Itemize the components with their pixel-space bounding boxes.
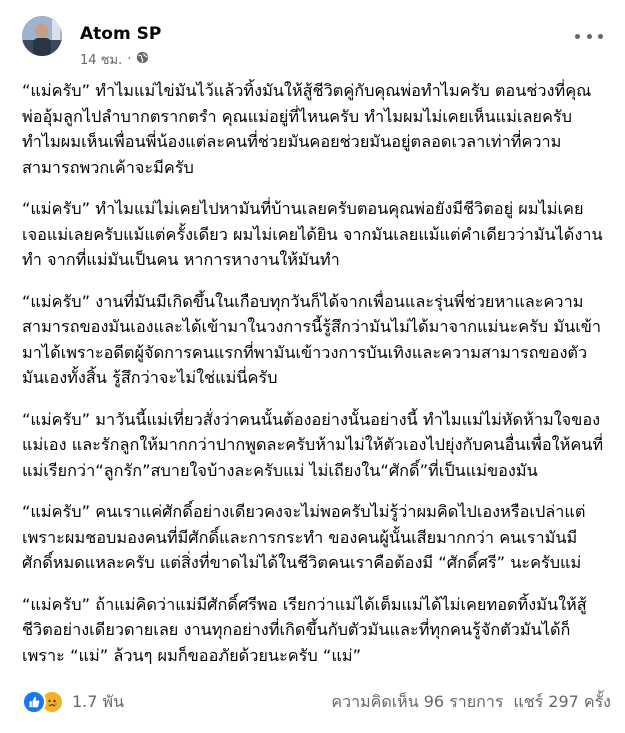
- paragraph: “แม่ครับ” ทำไมแม่ไข่มันไว้แล้วทิ้งมันให้สู้ชีวิตคู่กับคุณพ่อทำไมครับ ตอนช่วงที่คุณพ่ออุ้มลูกไปลำบากตรากตรำ คุณแม่อยู่ที่ไหนครับ ทำไมผมไม่เคยเห็นแม่เลยครับ ทำไมผมเห็นเพื่อนพี่น้องแต่ละคนที่ช่วยมันคอยช่วยมันอยู่ตลอดเวลาเท่าที่ความสามารถพวกเค้าจะมีครับ: [22, 81, 592, 177]
- avatar[interactable]: [22, 16, 62, 56]
- more-dot: [587, 34, 592, 39]
- globe-icon[interactable]: [136, 51, 149, 68]
- more-dot: [598, 34, 603, 39]
- reaction-count: 1.7 พัน: [72, 691, 125, 711]
- paragraph: “แม่ครับ” คนเราแค่ศักดิ์อย่างเดียวคงจะไม่พอครับไม่รู้ว่าผมคิดไปเองหรือเปล่าแต่เพราะผมชอบมองคนที่มีศักดิ์และการกระทำ ของคนผู้นั้นเสียมากกว่า คนเรามันมีศักดิ์หมดแหละครับ แต่สิ่งที่ขาดไม่ได้ในชีวิตคนเราคือต้องมี “ศักดิ์ศรี” นะครับแม่: [22, 502, 586, 572]
- paragraph: “แม่ครับ” ทำไมแม่ไม่เคยไปหามันที่บ้านเลยครับตอนคุณพ่อยังมีชีวิตอยู่ ผมไม่เคยเจอแม่เลยครับแม้แต่ครั้งเดียว ผมไม่เคยได้ยิน จากมันเลยแม้แต่คำเดียวว่ามันได้งานทำ จากที่แม่มันเป็นคน หาการหางานให้มันทำ: [22, 199, 603, 269]
- post-header: [22, 14, 609, 68]
- separator-dot: ·: [127, 52, 132, 67]
- engagement-stats: [331, 690, 611, 715]
- post-text: [22, 78, 607, 684]
- like-icon: [22, 690, 46, 714]
- author-name[interactable]: Atom SP: [80, 24, 162, 44]
- more-options-icon[interactable]: [575, 28, 603, 44]
- post-time[interactable]: 14 ชม.: [80, 53, 123, 68]
- post-footer: [22, 685, 611, 719]
- paragraph: “แม่ครับ” มาวันนี้แม่เที่ยวสั่งว่าคนนั้นต้องอย่างนั้นอย่างนี้ ทำไมแม่ไม่หัดห้ามใจของแม่เอง และรักลูกให้มากกว่าปากพูดละครับห้ามไม่ให้ตัวเองไปยุ่งกับคนอื่นเพื่อให้คนที่แม่เรียกว่า“ลูกรัก”สบายใจบ้างละครับแม่ ไม่เถียงใน“ศักดิ์”ที่เป็นแม่ของมัน: [22, 409, 604, 480]
- more-dot: [575, 34, 580, 39]
- shares-count[interactable]: แชร์ 297 ครั้ง: [513, 691, 611, 711]
- paragraph: “แม่ครับ” งานที่มันมีเกิดขึ้นในเกือบทุกวันก็ได้จากเพื่อนและรุ่นพี่ช่วยหาและความสามารถของมันเองและได้เข้ามาในวงการนี้รู้สึกว่ามันไม่ได้มาจากแม่นะครับ มันเข้ามาได้เพราะอดีตผู้จัดการคนแรกที่พามันเข้าวงการบันเทิงและความสามารถของตัวมันเองทั้งสิ้น รู้สึกว่าจะไม่ใช่แม่นี่ครับ: [22, 291, 602, 387]
- paragraph: “แม่ครับ” ถ้าแม่คิดว่าแม่มีศักดิ์ศรีพอ เรียกว่าแม่ได้เต็มแม่ได้ไม่เคยทอดทิ้งมันให้สู้ชีวิตอย่างเดียวดายเลย งานทุกอย่างที่เกิดขึ้นกับตัวมันและที่ทุกคนรู้จักตัวมันได้ก็เพราะ “แม่” ล้วนๆ ผมก็ขออภัยด้วยนะครับ “แม่”: [22, 594, 587, 665]
- comments-count[interactable]: ความคิดเห็น 96 รายการ: [331, 691, 504, 711]
- post-meta: [80, 49, 149, 70]
- reactions-summary[interactable]: [22, 690, 124, 715]
